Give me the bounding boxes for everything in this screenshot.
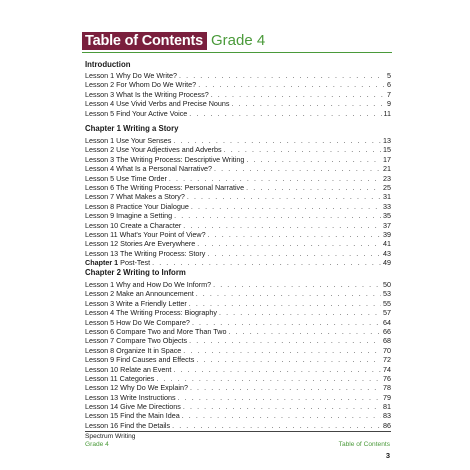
page-header <box>82 32 265 50</box>
toc-entry <box>85 230 391 239</box>
toc-entry <box>85 308 391 317</box>
dot-leader <box>219 309 381 318</box>
toc-entry <box>85 202 391 211</box>
toc-entry <box>85 402 391 411</box>
toc-entry-title: Lesson 5 Find Your Active Voice <box>85 108 188 118</box>
dot-leader <box>211 91 385 100</box>
toc-entry <box>85 109 391 118</box>
toc-entry-title: Lesson 5 Use Time Order <box>85 173 167 183</box>
toc-entry-title: Lesson 9 Imagine a Setting <box>85 211 173 221</box>
toc-entry <box>85 239 391 248</box>
toc-entry-title: Lesson 3 Write a Friendly Letter <box>85 298 187 308</box>
dot-leader <box>173 366 381 375</box>
dot-leader <box>189 337 381 346</box>
toc-entry <box>85 411 391 420</box>
toc-entry-page: 41 <box>383 239 391 249</box>
introduction-list <box>85 71 391 118</box>
dot-leader <box>183 222 381 231</box>
toc-entry-page: 31 <box>383 192 391 202</box>
toc-entry-page: 74 <box>383 364 391 374</box>
toc-entry-page: 57 <box>383 308 391 318</box>
toc-entry <box>85 327 391 336</box>
toc-entry <box>85 289 391 298</box>
dot-leader <box>246 156 381 165</box>
section-title-chapter-2: Chapter 2 Writing to Inform <box>85 268 186 277</box>
toc-entry-title: Lesson 1 Why Do We Write? <box>85 71 178 80</box>
toc-entry-title: Lesson 2 Use Your Adjectives and Adverbs <box>85 145 222 155</box>
toc-entry-title: Lesson 3 The Writing Process: Descriptive Writing <box>85 154 245 164</box>
toc-entry <box>85 99 391 108</box>
toc-entry-page: 15 <box>383 145 391 155</box>
toc-entry-page: 39 <box>383 229 391 239</box>
chapter-2-list <box>85 280 391 430</box>
toc-entry-title: Lesson 6 Compare Two and More Than Two <box>85 326 227 336</box>
toc-entry-page: 55 <box>383 298 391 308</box>
toc-entry <box>85 318 391 327</box>
dot-leader <box>156 375 381 384</box>
toc-entry-page: 86 <box>383 420 391 430</box>
toc-entry-title: Lesson 6 The Writing Process: Personal Narrative <box>85 182 245 192</box>
toc-entry-page: 37 <box>383 220 391 230</box>
header-rule <box>82 52 392 53</box>
footer-section: Table of Contents <box>338 441 390 448</box>
toc-entry-title: Lesson 5 How Do We Compare? <box>85 317 190 327</box>
dot-leader <box>232 100 386 109</box>
toc-entry <box>85 280 391 289</box>
dot-leader <box>224 146 381 155</box>
dot-leader <box>189 110 381 119</box>
toc-entry-page: 43 <box>383 248 391 258</box>
dot-leader <box>183 347 381 356</box>
toc-entry <box>85 299 391 308</box>
toc-entry <box>85 355 391 364</box>
chapter-1-list <box>85 136 391 267</box>
section-title-introduction: Introduction <box>85 60 131 69</box>
dot-leader <box>214 165 381 174</box>
toc-entry-title: Lesson 11 Categories <box>85 373 155 383</box>
toc-entry-title: Lesson 4 The Writing Process: Biography <box>85 308 217 318</box>
toc-entry-title: Lesson 15 Find the Main Idea <box>85 411 180 421</box>
dot-leader <box>187 193 381 202</box>
toc-entry <box>85 393 391 402</box>
toc-entry-page: 53 <box>383 289 391 299</box>
grade-label: Grade 4 <box>210 32 266 49</box>
toc-entry-page: 9 <box>387 99 391 109</box>
toc-entry-title: Lesson 2 For Whom Do We Write? <box>85 80 197 90</box>
toc-entry-page: 72 <box>383 355 391 365</box>
toc-entry-chapter-label: Chapter 1 <box>85 258 119 268</box>
toc-entry-title: Lesson 9 Find Causes and Effects <box>85 355 195 365</box>
toc-entry-page: 21 <box>383 164 391 174</box>
list-end-rule <box>85 431 391 432</box>
toc-entry-page: 11 <box>383 108 391 118</box>
toc-entry <box>85 145 391 154</box>
section-title-chapter-1: Chapter 1 Writing a Story <box>85 124 179 133</box>
toc-entry-page: 79 <box>383 392 391 402</box>
dot-leader <box>207 250 381 259</box>
page-number: 3 <box>385 451 390 460</box>
toc-entry <box>85 374 391 383</box>
dot-leader <box>174 212 381 221</box>
toc-entry-title <box>85 258 150 267</box>
dot-leader <box>183 403 381 412</box>
toc-entry-title: Lesson 13 The Writing Process: Story <box>85 248 206 258</box>
toc-entry <box>85 164 391 173</box>
toc-entry-title: Lesson 12 Stories Are Everywhere <box>85 239 196 249</box>
dot-leader <box>228 328 381 337</box>
toc-entry-page: 68 <box>383 336 391 346</box>
toc-entry-title: Lesson 14 Give Me Directions <box>85 402 181 412</box>
dot-leader <box>191 203 381 212</box>
toc-entry <box>85 174 391 183</box>
toc-entry-page: 64 <box>383 317 391 327</box>
toc-entry-title: Lesson 7 Compare Two Objects <box>85 336 188 346</box>
toc-entry <box>85 249 391 258</box>
dot-leader <box>208 231 381 240</box>
toc-entry-title-text: Post-Test <box>120 258 151 268</box>
toc-entry <box>85 80 391 89</box>
dot-leader <box>172 422 381 431</box>
dot-leader <box>196 290 381 299</box>
toc-entry <box>85 183 391 192</box>
toc-entry-title: Lesson 1 Use Your Senses <box>85 136 172 145</box>
toc-entry <box>85 71 391 80</box>
toc-entry <box>85 336 391 345</box>
toc-entry-page: 17 <box>383 154 391 164</box>
toc-entry-title: Lesson 13 Write Instructions <box>85 392 176 402</box>
toc-entry-page: 81 <box>383 402 391 412</box>
toc-entry-page: 35 <box>383 211 391 221</box>
toc-entry-page: 76 <box>383 373 391 383</box>
toc-entry-title: Lesson 1 Why and How Do We Inform? <box>85 280 212 289</box>
toc-entry-title: Lesson 4 Use Vivid Verbs and Precise Nouns <box>85 99 230 109</box>
dot-leader <box>152 259 381 268</box>
toc-entry-title: Lesson 10 Relate an Event <box>85 364 172 374</box>
toc-entry-page: 23 <box>383 173 391 183</box>
dot-leader <box>179 72 385 81</box>
toc-entry <box>85 365 391 374</box>
toc-entry <box>85 155 391 164</box>
toc-entry-title: Lesson 10 Create a Character <box>85 220 182 230</box>
toc-entry-page: 6 <box>387 80 391 90</box>
footer-book-title: Spectrum Writing <box>85 433 136 440</box>
toc-entry <box>85 192 391 201</box>
dot-leader <box>197 240 381 249</box>
toc-entry <box>85 383 391 392</box>
toc-entry <box>85 221 391 230</box>
dot-leader <box>198 81 385 90</box>
dot-leader <box>246 184 381 193</box>
toc-entry-page: 70 <box>383 345 391 355</box>
toc-entry-page: 78 <box>383 383 391 393</box>
toc-entry <box>85 90 391 99</box>
footer-grade: Grade 4 <box>85 441 109 448</box>
dot-leader <box>182 412 381 421</box>
toc-entry-page: 25 <box>383 182 391 192</box>
toc-entry-page: 5 <box>387 71 391 80</box>
toc-entry <box>85 136 391 145</box>
toc-entry-page: 33 <box>383 201 391 211</box>
toc-entry-title: Lesson 11 What's Your Point of View? <box>85 229 206 239</box>
toc-entry <box>85 258 391 267</box>
toc-entry-title: Lesson 8 Practice Your Dialogue <box>85 201 189 211</box>
toc-entry-title: Lesson 7 What Makes a Story? <box>85 192 185 202</box>
dot-leader <box>189 300 381 309</box>
toc-entry-page: 83 <box>383 411 391 421</box>
dot-leader <box>178 394 381 403</box>
toc-entry-page: 7 <box>387 89 391 99</box>
toc-entry-page: 49 <box>383 258 391 268</box>
toc-entry-title: Lesson 2 Make an Announcement <box>85 289 194 299</box>
dot-leader <box>196 356 381 365</box>
toc-entry-title: Lesson 8 Organize It in Space <box>85 345 182 355</box>
toc-entry-page: 50 <box>383 280 391 289</box>
dot-leader <box>190 384 381 393</box>
toc-entry <box>85 346 391 355</box>
footer-book-info <box>85 433 135 449</box>
toc-entry-title: Lesson 3 What Is the Writing Process? <box>85 89 209 99</box>
toc-title: Table of Contents <box>82 32 207 50</box>
toc-entry-title: Lesson 4 What Is a Personal Narrative? <box>85 164 213 174</box>
toc-entry-title: Lesson 12 Why Do We Explain? <box>85 383 188 393</box>
toc-entry-page: 66 <box>383 326 391 336</box>
toc-entry-title: Lesson 16 Find the Details <box>85 420 171 430</box>
dot-leader <box>213 281 381 290</box>
toc-entry-page: 13 <box>383 136 391 145</box>
toc-entry <box>85 421 391 430</box>
toc-entry <box>85 211 391 220</box>
